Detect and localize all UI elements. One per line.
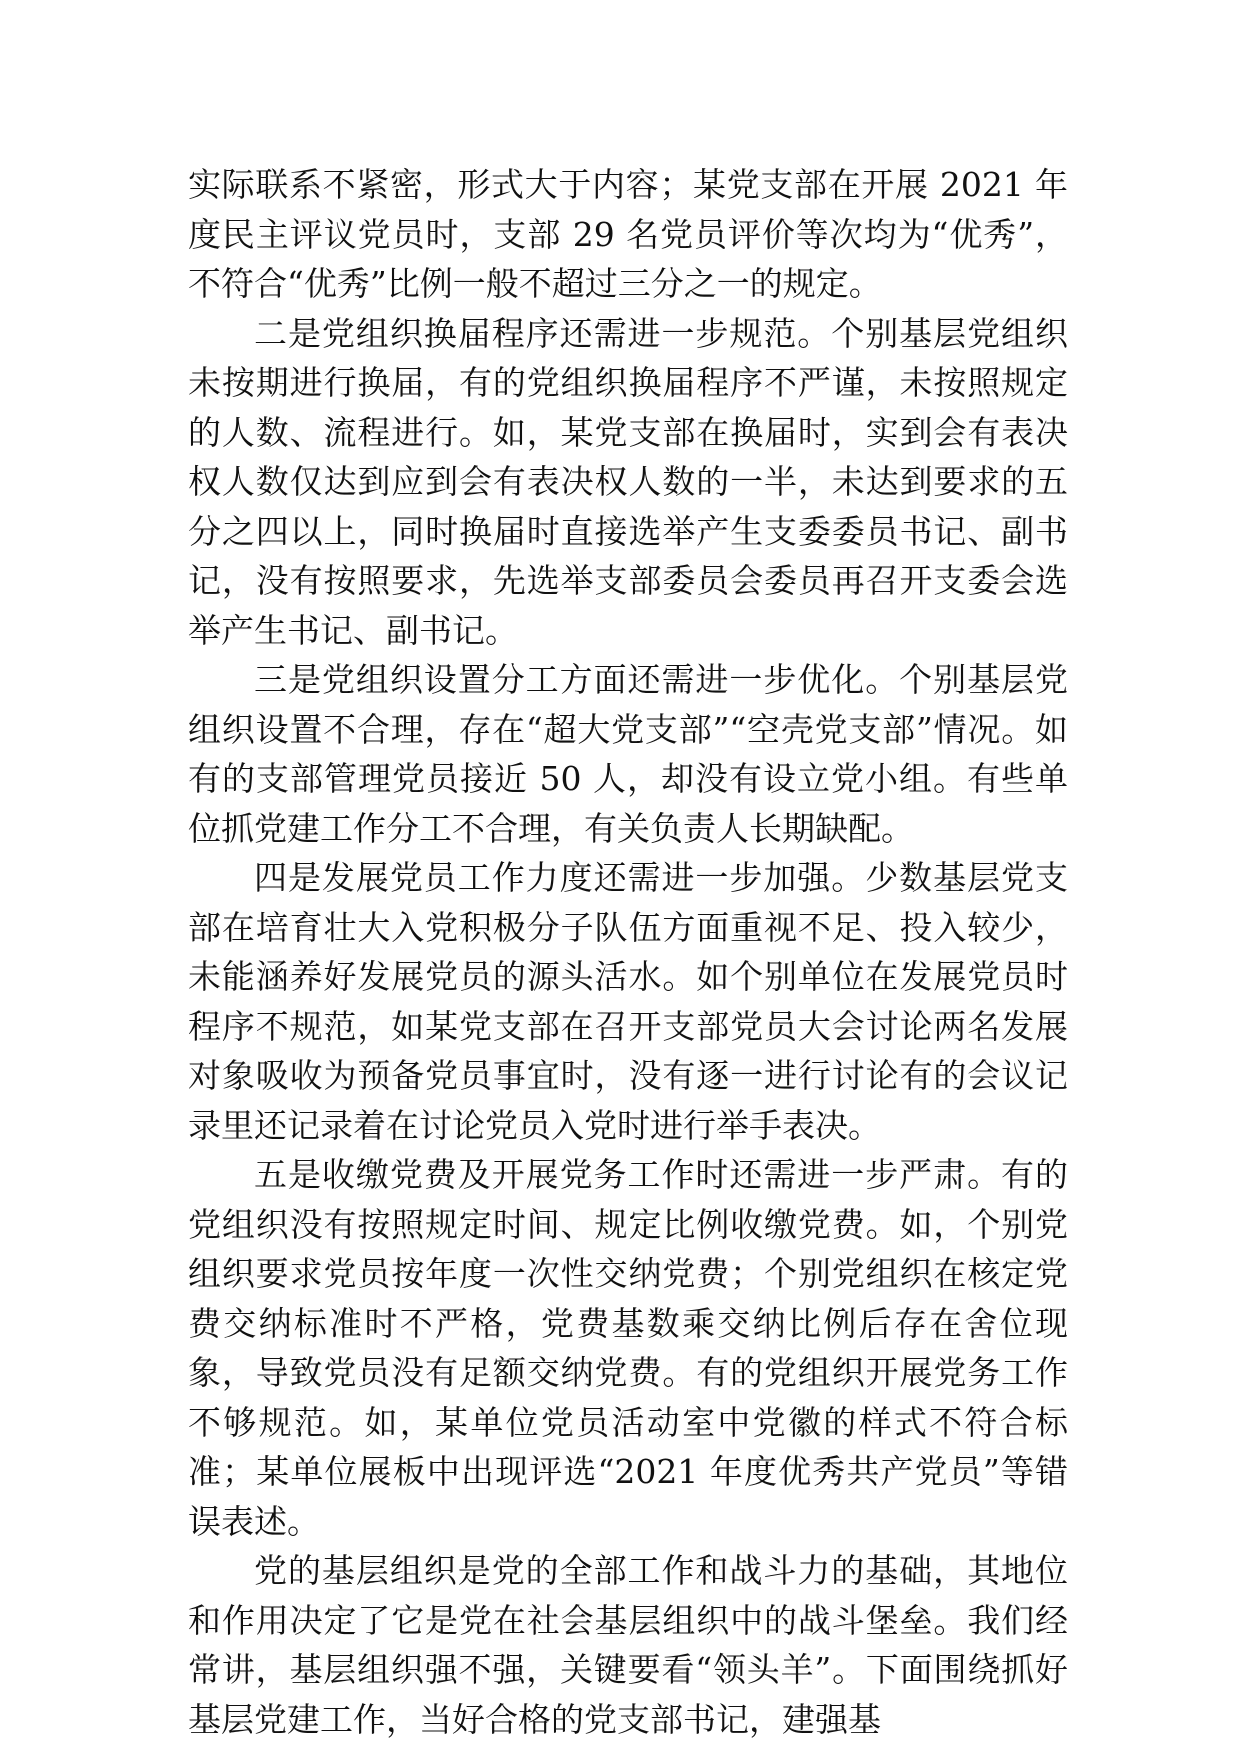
paragraph-3: 三是党组织设置分工方面还需进一步优化。个别基层党组织设置不合理，存在“超大党支部”“空壳党支部”情况。如有的支部管理党员接近 50 人，却没有设立党小组。有些单位抓党建工作分工不合理，有关负责人长期缺配。 (188, 660, 1068, 848)
document-body (188, 160, 1068, 1744)
paragraph-4: 四是发展党员工作力度还需进一步加强。少数基层党支部在培育壮大入党积极分子队伍方面重视不足、投入较少，未能涵养好发展党员的源头活水。如个别单位在发展党员时程序不规范，如某党支部在召开支部党员大会讨论两名发展对象吸收为预备党员事宜时，没有逐一进行讨论有的会议记录里还记录着在讨论党员入党时进行举手表决。 (188, 858, 1068, 1145)
paragraph-6: 党的基层组织是党的全部工作和战斗力的基础，其地位和作用决定了它是党在社会基层组织中的战斗堡垒。我们经常讲，基层组织强不强，关键要看“领头羊”。下面围绕抓好基层党建工作，当好合格的党支部书记，建强基 (188, 1551, 1068, 1739)
paragraph-5: 五是收缴党费及开展党务工作时还需进一步严肃。有的党组织没有按照规定时间、规定比例收缴党费。如，个别党组织要求党员按年度一次性交纳党费；个别党组织在核定党费交纳标准时不严格，党费基数乘交纳比例后存在舍位现象，导致党员没有足额交纳党费。有的党组织开展党务工作不够规范。如，某单位党员活动室中党徽的样式不符合标准；某单位展板中出现评选“2021 年度优秀共产党员”等错误表述。 (188, 1155, 1068, 1541)
paragraph-1: 实际联系不紧密，形式大于内容；某党支部在开展 2021 年度民主评议党员时，支部 29 名党员评价等次均为“优秀”，不符合“优秀”比例一般不超过三分之一的规定。 (188, 165, 1068, 303)
paragraph-2: 二是党组织换届程序还需进一步规范。个别基层党组织未按期进行换届，有的党组织换届程序不严谨，未按照规定的人数、流程进行。如，某党支部在换届时，实到会有表决权人数仅达到应到会有表决权人数的一半，未达到要求的五分之四以上，同时换届时直接选举产生支委委员书记、副书记，没有按照要求，先选举支部委员会委员再召开支委会选举产生书记、副书记。 (188, 313, 1068, 650)
